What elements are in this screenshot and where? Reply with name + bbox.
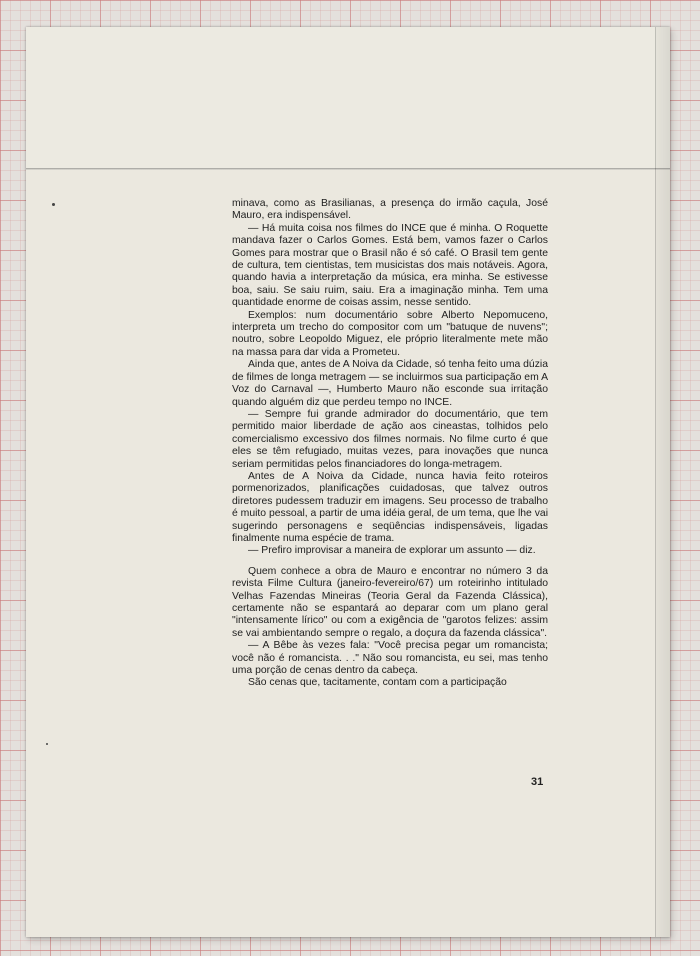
margin-mark	[52, 203, 55, 206]
paragraph: — Há muita coisa nos filmes do INCE que é minha. O Roquette mandava fazer o Carlos Gomes. Está bem, vamos fazer o Carlos Gomes para mostrar que o Brasil não é só café. O Brasil tem gente de cultura, tem cientistas, tem musicistas dos mais notáveis. Agora, quando havia a interpretação da música, era minha. Se estivesse boa, saiu. Se saiu ruim, saiu. Era a imaginação minha. Tem uma quantidade enorme de coisas assim, nesse sentido.	[232, 222, 548, 309]
paragraph: São cenas que, tacitamente, contam com a participação	[248, 677, 507, 689]
paragraph: minava, como as Brasilianas, a presença do irmão caçula, José Mauro, era indispensável.	[232, 198, 548, 222]
page-number: 31	[531, 776, 544, 788]
paragraph: Quem conhece a obra de Mauro e encontrar no número 3 da revista Filme Cultura (janeiro-fevereiro/67) um roteirinho intitulado Velhas Fazendas Mineiras (Teoria Geral da Fazenda Clássica), certamente não se espantará ao deparar com um plano geral "intensamente lírico" ou com a exigência de "garotos felizes: assim se vai ambientando sempre o regalo, a doçura da fazenda clássica".	[232, 565, 548, 639]
article-text	[232, 198, 548, 690]
sheet-edge-strip	[655, 27, 670, 937]
paragraph: — A Bêbe às vezes fala: "Você precisa pegar um romancista; você não é romancista. . ." Não sou romancista, eu sei, mas tenho uma porção de cenas dentro da cabeça.	[232, 640, 548, 677]
margin-mark	[46, 743, 48, 745]
paragraph: — Sempre fui grande admirador do documentário, que tem permitido maior liberdade de ação aos cineastas, tolhidos pelo comercialismo excessivo dos filmes normais. No filme curto é que eles se têm refugiado, muitas vezes, para inovações que nunca seriam permitidas pelos financiadores do longa-metragem.	[232, 408, 548, 470]
paragraph: Ainda que, antes de A Noiva da Cidade, só tenha feito uma dúzia de filmes de longa metragem — se incluirmos sua participação em A Voz do Carnaval —, Humberto Mauro não esconde sua irritação quando alguém diz que perdeu tempo no INCE.	[232, 359, 548, 408]
paragraph: Antes de A Noiva da Cidade, nunca havia feito roteiros pormenorizados, planificações cuidadosas, que talvez outros diretores pudessem traduzir em imagens. Seu processo de trabalho é muito pessoal, a partir de uma idéia geral, de um tema, que lhe vai sugerindo personagens e seqüências indispensáveis, ligadas finalmente numa espécie de trama.	[232, 470, 548, 544]
sheet-fold-line	[26, 168, 670, 170]
paragraph: Exemplos: num documentário sobre Alberto Nepomuceno, interpreta um trecho do compositor com um "batuque de nuvens"; noutro, sobre Leopoldo Miguez, ele próprio literalmente mete mão na massa para dar vida a Prometeu.	[232, 309, 548, 358]
paragraph: — Prefiro improvisar a maneira de explorar um assunto — diz.	[248, 545, 536, 557]
